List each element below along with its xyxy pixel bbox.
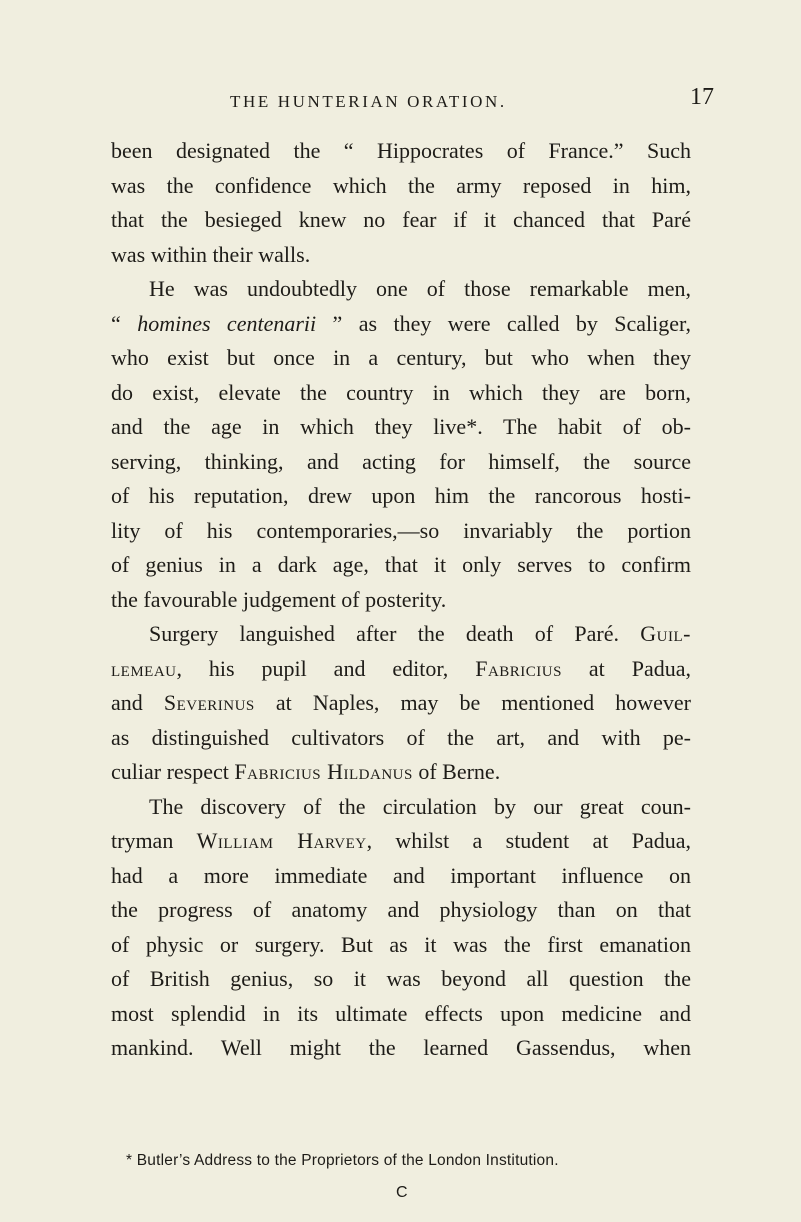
- text-run: , his pupil and editor,: [176, 655, 476, 681]
- text-line: [111, 755, 691, 790]
- small-caps-name: Fabricius: [475, 655, 562, 681]
- text-line: [111, 824, 691, 859]
- running-title: THE HUNTERIAN ORATION.: [230, 92, 507, 111]
- text-line: who exist but once in a century, but who when they: [111, 345, 691, 370]
- text-line: serving, thinking, and acting for himself, the source: [111, 448, 691, 474]
- text-line: that the besieged knew no fear if it chanced that Paré: [111, 207, 691, 232]
- text-line: of physic or surgery. But as it was the first emanation: [111, 931, 691, 957]
- text-line: lity of his contemporaries,—so invariably the portion: [111, 517, 691, 543]
- text-run: of Berne.: [412, 759, 501, 784]
- text-line: was the confidence which the army reposed in him,: [111, 172, 691, 198]
- text-run: at Naples, may be mentioned however: [254, 690, 692, 715]
- text-line: the favourable judgement of posterity.: [111, 586, 447, 612]
- signature-mark: C: [396, 1184, 408, 1201]
- text-run: , whilst a student at Padua,: [366, 828, 691, 853]
- text-run: culiar respect: [111, 759, 235, 784]
- text-run: ” as they were called by Scaliger,: [316, 310, 691, 336]
- text-line: [111, 617, 691, 652]
- text-line: most splendid in its ultimate effects upon medicine and: [111, 1000, 691, 1026]
- text-line: and the age in which they live*. The habit of ob-: [111, 414, 691, 439]
- small-caps-name: lemeau: [111, 655, 177, 681]
- text-line: [111, 686, 691, 721]
- text-run: at Padua,: [561, 655, 691, 681]
- text-line: been designated the “ Hippocrates of France.” Such: [111, 138, 691, 163]
- text-line: had a more immediate and important influence on: [111, 862, 691, 888]
- small-caps-name: Fabricius Hildanus: [234, 759, 413, 784]
- text-line: the progress of anatomy and physiology than on that: [111, 897, 691, 922]
- small-caps-name: William Harvey: [196, 828, 367, 853]
- body-text: [111, 134, 691, 1066]
- text-line: mankind. Well might the learned Gassendus, when: [111, 1035, 691, 1060]
- text-line: do exist, elevate the country in which they are born,: [111, 379, 691, 405]
- small-caps-name: Severinus: [163, 690, 255, 715]
- text-line: of his reputation, drew upon him the rancorous hosti-: [111, 483, 691, 508]
- text-line: of genius in a dark age, that it only serves to confirm: [111, 552, 691, 577]
- text-run: and: [111, 690, 164, 715]
- text-line: was within their walls.: [111, 241, 311, 267]
- text-line: [111, 307, 691, 342]
- italic-phrase: homines centenarii: [137, 310, 317, 336]
- text-line: He was undoubtedly one of those remarkable men,: [149, 276, 691, 301]
- text-run: Surgery languished after the death of Paré.: [149, 621, 641, 646]
- text-line: [111, 652, 691, 687]
- footnote: * Butler’s Address to the Proprietors of the London Institution.: [126, 1152, 559, 1169]
- text-line: as distinguished cultivators of the art, and with pe-: [111, 724, 691, 750]
- page-number: 17: [690, 84, 714, 110]
- text-line: of British genius, so it was beyond all question the: [111, 966, 691, 991]
- small-caps-name: Guil-: [640, 621, 691, 646]
- running-head: [0, 84, 801, 114]
- text-line: The discovery of the circulation by our great coun-: [149, 793, 691, 819]
- text-run: tryman: [111, 828, 197, 853]
- open-quote: “: [111, 310, 138, 336]
